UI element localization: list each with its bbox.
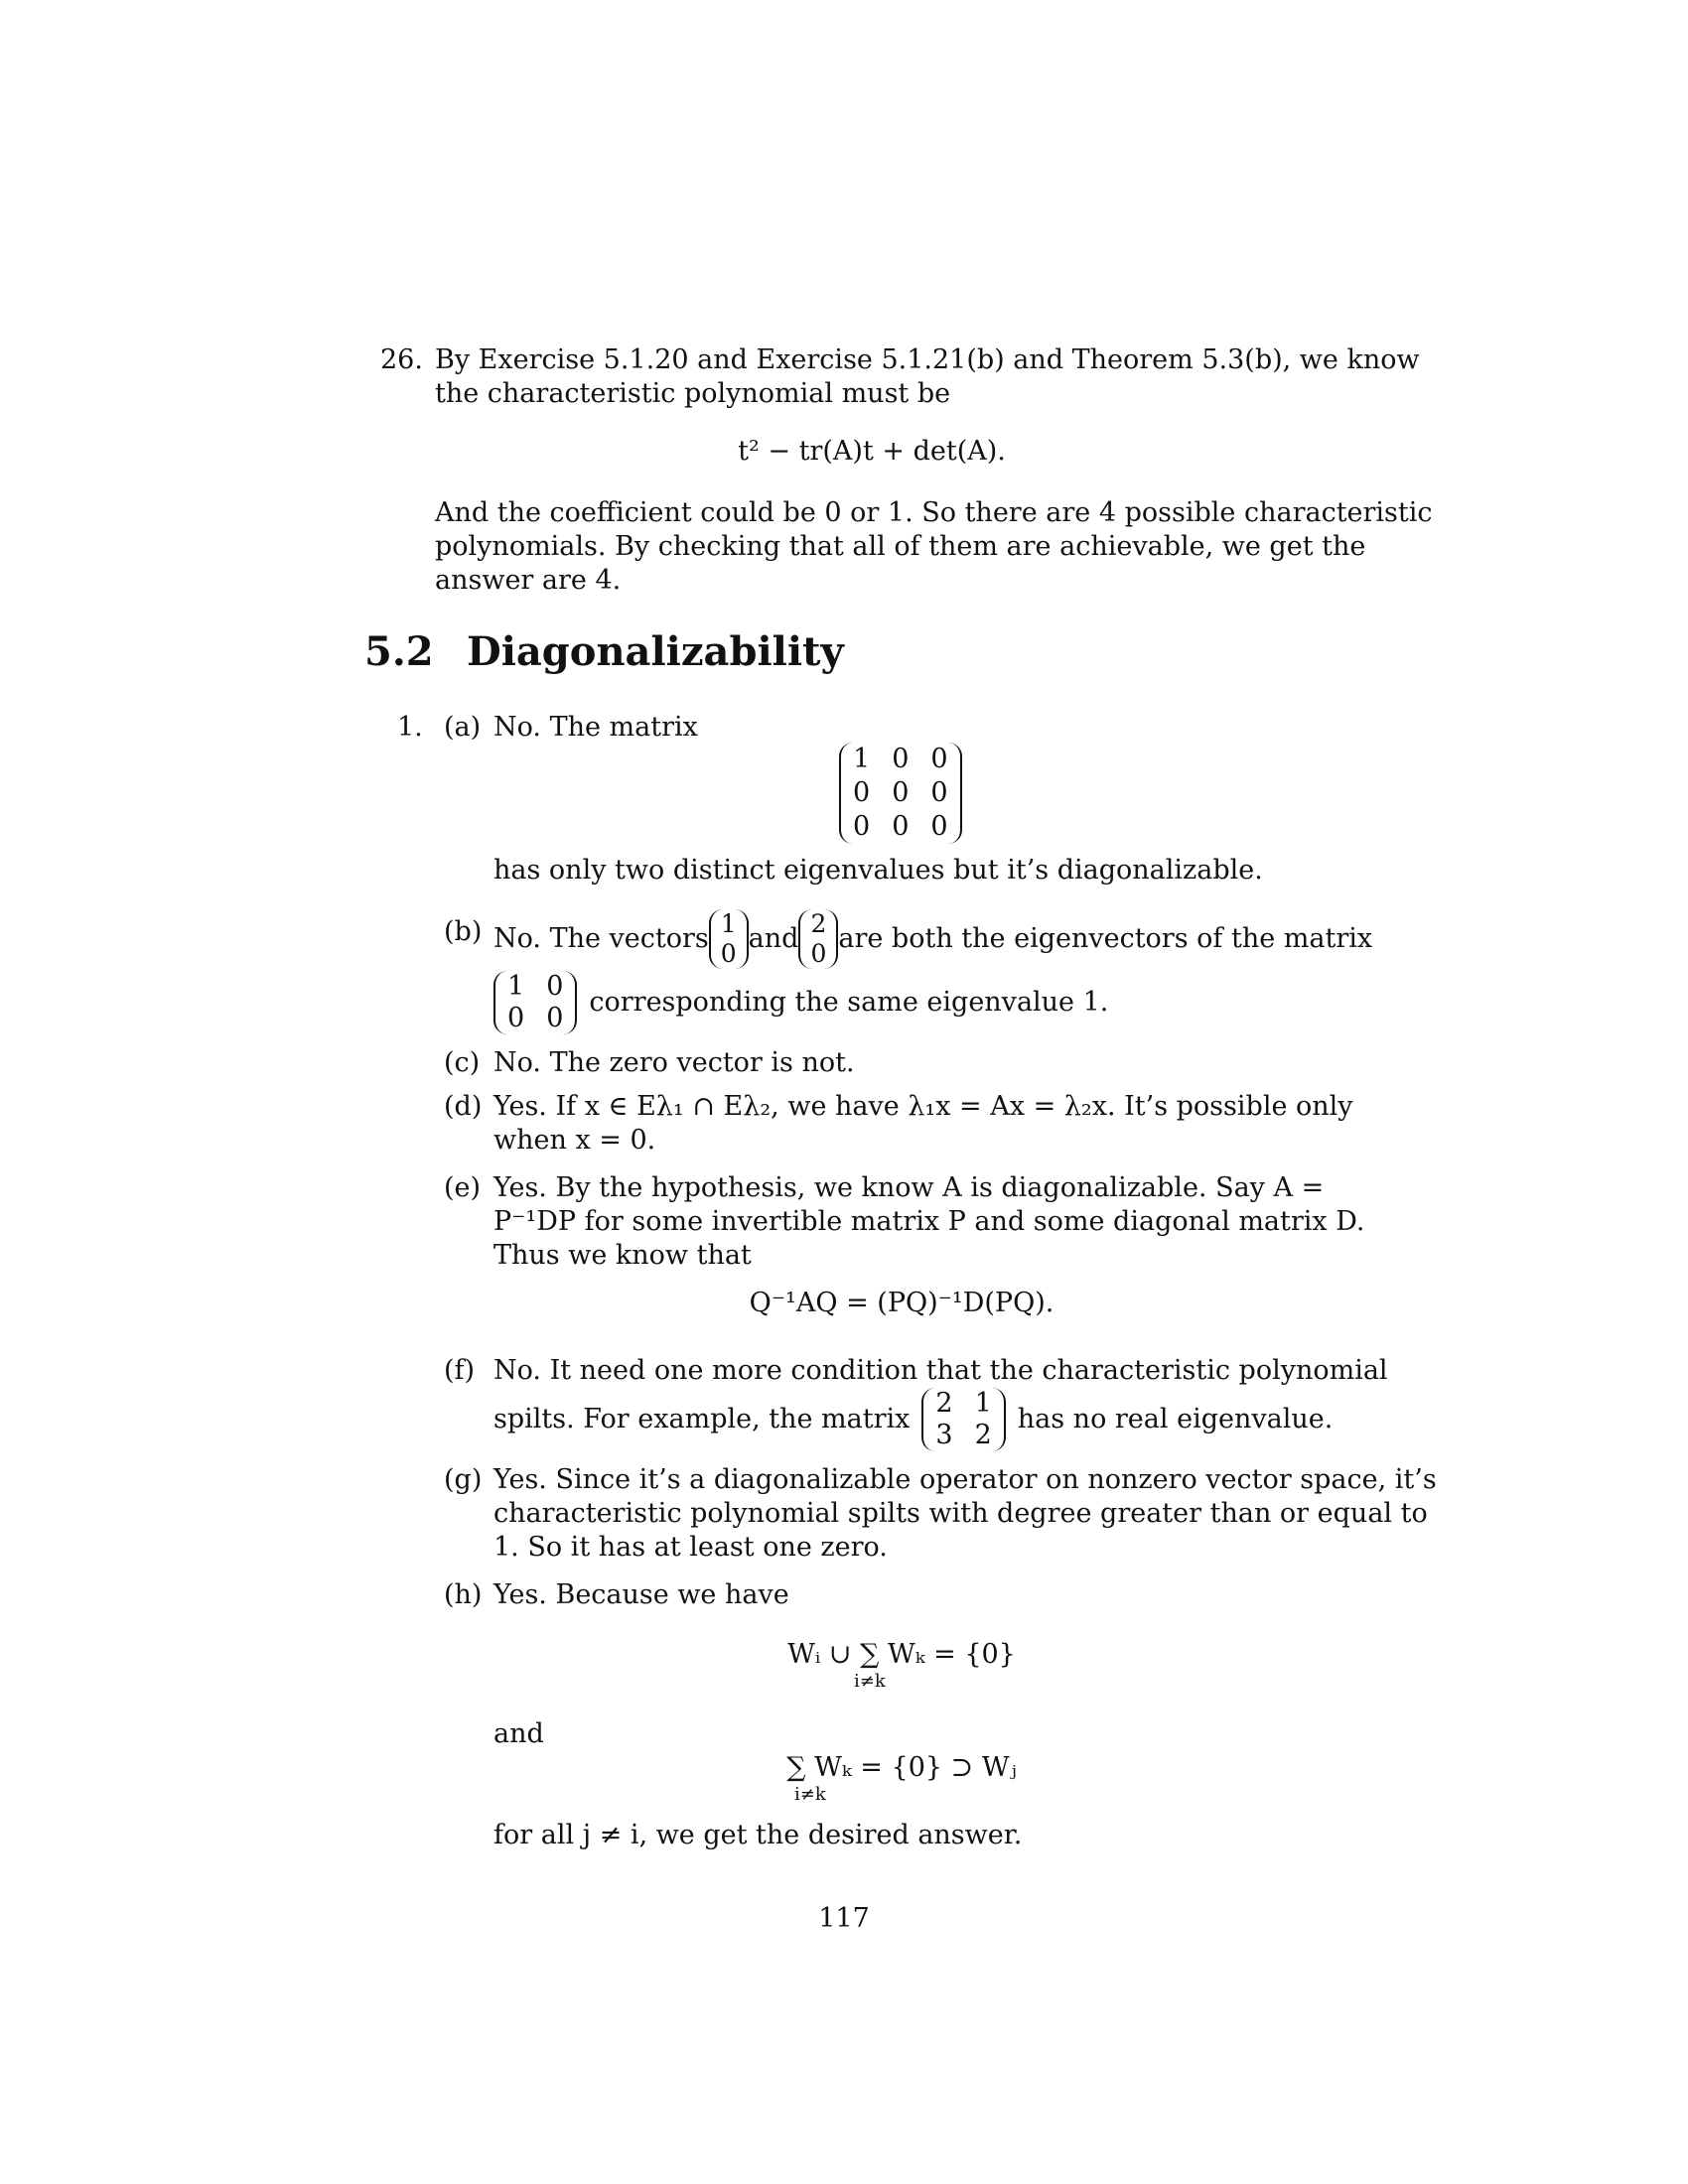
item-label-g: (g) <box>444 1464 483 1495</box>
item-label-f: (f) <box>444 1355 476 1386</box>
vector-entry: 2 <box>810 909 827 938</box>
exercise-26-line2: the characteristic polynomial must be <box>435 378 951 409</box>
section-number: 5.2 <box>364 628 434 675</box>
item-h-and: and <box>493 1718 544 1749</box>
item-f-line2 <box>493 1388 1333 1451</box>
item-label-a: (a) <box>444 712 482 743</box>
item-h-text: Yes. Because we have <box>493 1579 789 1610</box>
item-e-formula: Q⁻¹AQ = (PQ)⁻¹D(PQ). <box>749 1288 1055 1318</box>
matrix-cell: 0 <box>892 777 910 808</box>
item-label-e: (e) <box>444 1172 482 1203</box>
exercise-26-line1: By Exercise 5.1.20 and Exercise 5.1.21(b) and Theorem 5.3(b), we know <box>435 344 1420 375</box>
matrix-cell: 0 <box>930 811 948 842</box>
matrix-cell: 0 <box>892 744 910 774</box>
item-label-h: (h) <box>444 1579 483 1610</box>
item-a-after: has only two distinct eigenvalues but it’s diagonalizable. <box>493 855 1263 886</box>
matrix-cell: 2 <box>974 1420 992 1450</box>
characteristic-polynomial-formula: t² − tr(A)t + det(A). <box>738 436 1006 467</box>
question-number: 1. <box>397 712 423 743</box>
exercise-number: 26. <box>380 344 423 375</box>
item-e-line3: Thus we know that <box>493 1240 752 1271</box>
exercise-26-para-line3: answer are 4. <box>435 565 622 596</box>
matrix-cell: 0 <box>892 811 910 842</box>
item-g-line3: 1. So it has at least one zero. <box>493 1532 888 1563</box>
item-b-line1 <box>493 909 1373 969</box>
matrix-cell: 2 <box>935 1388 953 1419</box>
matrix-cell: 0 <box>507 1003 525 1033</box>
vector-entry: 0 <box>720 939 737 968</box>
matrix-cell: 0 <box>546 1003 564 1033</box>
item-f-line1: No. It need one more condition that the characteristic polynomial <box>493 1355 1388 1386</box>
matrix-cell: 1 <box>974 1388 992 1419</box>
item-b-line2 <box>493 971 1108 1034</box>
item-b-text1: No. The vectors <box>493 923 709 954</box>
item-b-text4: corresponding the same eigenvalue 1. <box>589 987 1109 1018</box>
vector-entry: 1 <box>720 909 737 938</box>
item-d-line2: when x = 0. <box>493 1125 656 1156</box>
item-f-text2: has no real eigenvalue. <box>1017 1404 1334 1434</box>
item-label-b: (b) <box>444 916 483 947</box>
exercise-26-para-line2: polynomials. By checking that all of them are achievable, we get the <box>435 531 1366 562</box>
page-number: 117 <box>818 1903 870 1934</box>
item-h-formula1-sub: i≠k <box>854 1671 886 1692</box>
matrix-cell: 1 <box>853 744 871 774</box>
item-h-formula2-sub: i≠k <box>794 1784 826 1805</box>
matrix-2x2-f <box>921 1388 1005 1451</box>
item-label-d: (d) <box>444 1091 483 1122</box>
item-e-line1: Yes. By the hypothesis, we know A is diagonalizable. Say A = <box>493 1172 1325 1203</box>
vector-1 <box>709 909 749 969</box>
item-a-text: No. The matrix <box>493 712 698 743</box>
matrix-cell: 0 <box>853 811 871 842</box>
matrix-cell: 3 <box>935 1420 953 1450</box>
item-h-formula1: Wᵢ ∪ ∑ Wₖ = {0} <box>787 1639 1016 1670</box>
matrix-3x3 <box>839 743 962 844</box>
item-c-text: No. The zero vector is not. <box>493 1047 855 1078</box>
item-label-c: (c) <box>444 1047 481 1078</box>
matrix-cell: 1 <box>507 971 525 1002</box>
vector-entry: 0 <box>810 939 827 968</box>
item-b-and: and <box>748 923 799 954</box>
vector-2 <box>798 909 838 969</box>
matrix-cell: 0 <box>930 777 948 808</box>
matrix-2x2-b <box>493 971 577 1034</box>
matrix-cell: 0 <box>930 744 948 774</box>
matrix-cell: 0 <box>546 971 564 1002</box>
item-g-line1: Yes. Since it’s a diagonalizable operator on nonzero vector space, it’s <box>493 1464 1437 1495</box>
matrix-cell: 0 <box>853 777 871 808</box>
item-g-line2: characteristic polynomial spilts with degree greater than or equal to <box>493 1498 1428 1529</box>
item-d-line1: Yes. If x ∈ Eλ₁ ∩ Eλ₂, we have λ₁x = Ax = λ₂x. It’s possible only <box>493 1091 1353 1122</box>
item-h-after: for all j ≠ i, we get the desired answer. <box>493 1820 1023 1850</box>
item-e-line2: P⁻¹DP for some invertible matrix P and some diagonal matrix D. <box>493 1206 1365 1237</box>
section-title: Diagonalizability <box>467 628 844 675</box>
exercise-26-para-line1: And the coefficient could be 0 or 1. So there are 4 possible characteristic <box>435 497 1433 528</box>
item-h-formula2: ∑ Wₖ = {0} ⊃ Wⱼ <box>786 1752 1017 1783</box>
item-f-text1: spilts. For example, the matrix <box>493 1404 911 1434</box>
item-b-text3: are both the eigenvectors of the matrix <box>838 923 1373 954</box>
